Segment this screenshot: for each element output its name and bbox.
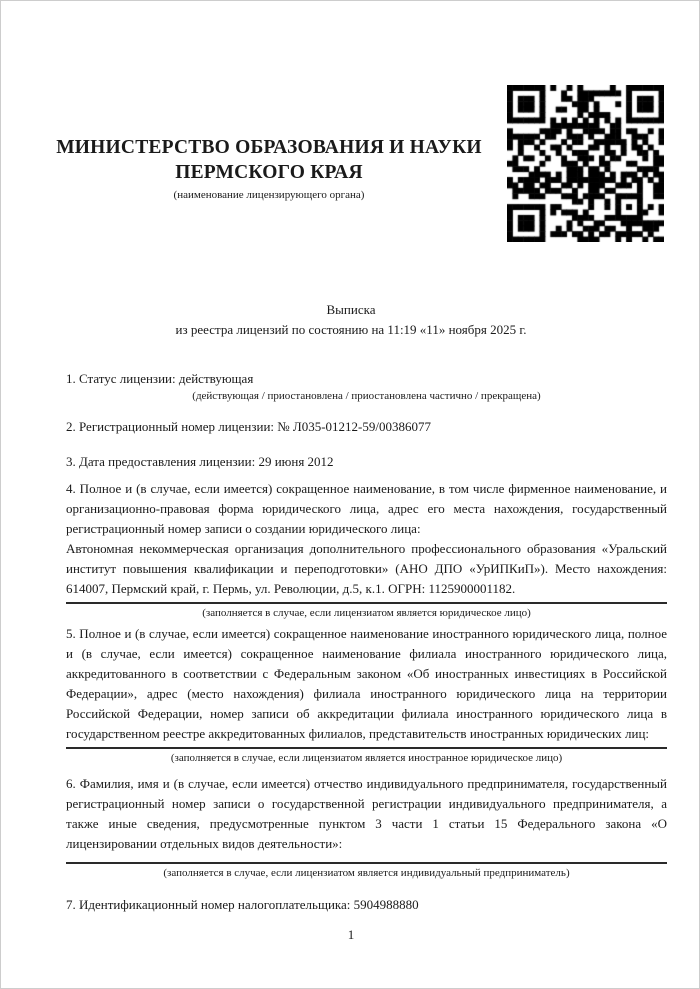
license-date-text: 3. Дата предоставления лицензии: 29 июня 2012 bbox=[66, 454, 334, 469]
item-foreign-entity bbox=[66, 624, 667, 765]
foreign-entity-caption: (заполняется в случае, если лицензиатом является иностранное юридическое лицо) bbox=[170, 752, 563, 764]
item-registration-number bbox=[66, 417, 667, 437]
ministry-name-line2: ПЕРМСКОГО КРАЯ bbox=[175, 162, 363, 183]
foreign-entity-blank-line bbox=[66, 747, 667, 749]
individual-entrepreneur-blank-line bbox=[66, 862, 667, 864]
document-title-line1: Выписка bbox=[326, 302, 376, 317]
ministry-name-line1: МИНИСТЕРСТВО ОБРАЗОВАНИЯ И НАУКИ bbox=[56, 137, 482, 158]
item-legal-entity bbox=[66, 479, 667, 620]
registration-number-text: 2. Регистрационный номер лицензии: № Л035-01212-59/00386077 bbox=[66, 419, 432, 434]
license-status-text: 1. Статус лицензии: действующая bbox=[66, 371, 254, 386]
individual-entrepreneur-caption: (заполняется в случае, если лицензиатом является индивидуальный предприниматель) bbox=[163, 867, 570, 879]
licensing-authority-header bbox=[49, 135, 489, 202]
legal-entity-caption: (заполняется в случае, если лицензиатом является юридическое лицо) bbox=[202, 607, 531, 619]
item-license-status bbox=[66, 369, 667, 403]
legal-entity-answer: Автономная некоммерческая организация дополнительного профессионального образования «Уральский институт повышения квалификации и переподготовки» (АНО ДПО «УрИПКиП»). Место нахождения: 614007, Пермский край, г. Пермь, ул. Революции, д.5, к.1. ОГРН: 1125900001182. bbox=[66, 541, 667, 596]
taxpayer-number-text: 7. Идентификационный номер налогоплательщика: 5904988880 bbox=[66, 897, 419, 912]
item-individual-entrepreneur bbox=[66, 774, 667, 880]
legal-entity-underline bbox=[66, 602, 667, 604]
item-taxpayer-number bbox=[66, 895, 667, 915]
qr-code bbox=[507, 85, 664, 242]
legal-entity-question: 4. Полное и (в случае, если имеется) сокращенное наименование, в том числе фирменное наименование, и организационно-правовая форма юридического лица, адрес его места нахождения, государственный регистрационный номер записи о создании юридического лица: bbox=[66, 481, 667, 536]
license-status-caption: (действующая / приостановлена / приостановлена частично / прекращена) bbox=[192, 390, 541, 402]
item-license-date bbox=[66, 452, 667, 472]
document-title-line2: из реестра лицензий по состоянию на 11:19 «11» ноября 2025 г. bbox=[175, 322, 527, 337]
individual-entrepreneur-question: 6. Фамилия, имя и (в случае, если имеется) отчество индивидуального предпринимателя, государственный регистрационный номер записи о государственной регистрации индивидуального предпринимателя, а также иные сведения, предусмотренные пунктом 3 части 1 статьи 15 Федерального закона «О лицензировании отдельных видов деятельности»: bbox=[66, 776, 667, 851]
document-title bbox=[1, 300, 700, 340]
page-number: 1 bbox=[347, 927, 355, 942]
licensing-authority-caption: (наименование лицензирующего органа) bbox=[173, 189, 365, 201]
foreign-entity-question: 5. Полное и (в случае, если имеется) сокращенное наименование иностранного юридического лица, полное и (в случае, если имеется) сокращенное наименование филиала иностранного юридического лица, аккредитованного в соответствии с Федеральным законом «Об иностранных инвестициях в Российской Федерации», адрес (место нахождения) филиала иностранного юридического лица на территории Российской Федерации, номер записи об аккредитации филиала иностранного юридического лица в государственном реестре аккредитованных филиалов, представительств иностранных юридических лиц: bbox=[66, 626, 667, 741]
